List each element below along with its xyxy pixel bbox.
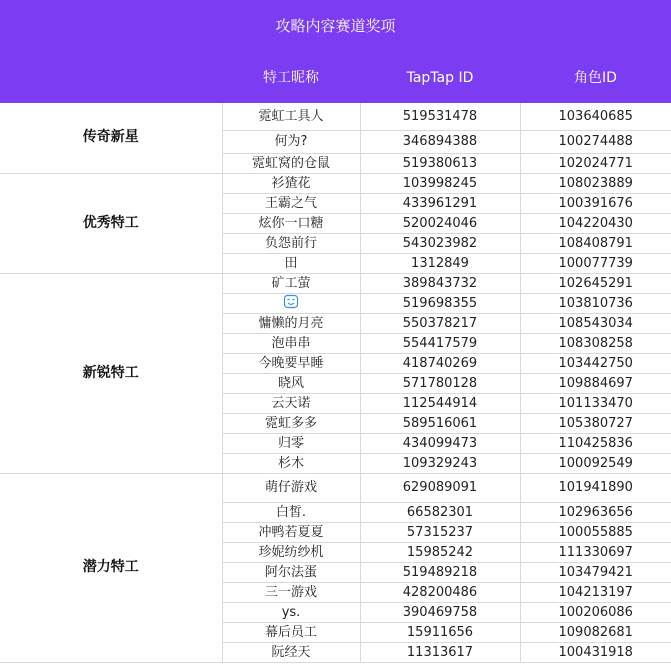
table-row	[0, 273, 671, 293]
taptap-id-cell: 112544914	[360, 393, 520, 413]
taptap-id-cell: 15985242	[360, 542, 520, 562]
role-id-cell: 104213197	[520, 582, 671, 602]
table-title: 攻略内容赛道奖项	[275, 17, 396, 35]
nickname-cell: 归零	[222, 433, 360, 453]
role-id-cell: 111330697	[520, 542, 671, 562]
nickname-cell: 云天诺	[222, 393, 360, 413]
role-id-cell: 108308258	[520, 333, 671, 353]
taptap-id-cell: 15911656	[360, 622, 520, 642]
taptap-id-cell: 520024046	[360, 213, 520, 233]
role-id-cell: 100055885	[520, 522, 671, 542]
taptap-id-cell: 346894388	[360, 130, 520, 153]
awards-table-body	[0, 103, 671, 662]
awards-table	[0, 103, 671, 663]
nickname-cell: 今晚要早睡	[222, 353, 360, 373]
role-id-cell: 102963656	[520, 502, 671, 522]
column-header-taptap-id: TapTap ID	[406, 70, 474, 86]
taptap-id-cell: 428200486	[360, 582, 520, 602]
role-id-cell: 103479421	[520, 562, 671, 582]
category-label: 潜力特工	[0, 473, 222, 662]
role-id-cell: 102024771	[520, 153, 671, 173]
nickname-cell: 何为?	[222, 130, 360, 153]
role-id-cell: 108543034	[520, 313, 671, 333]
category-label: 传奇新星	[0, 103, 222, 173]
role-id-cell: 103810736	[520, 293, 671, 313]
table-row	[0, 173, 671, 193]
nickname-cell: 阿尔法蛋	[222, 562, 360, 582]
nickname-cell: 杉木	[222, 453, 360, 473]
category-label: 新锐特工	[0, 273, 222, 473]
nickname-cell: 衫猹花	[222, 173, 360, 193]
taptap-id-cell: 519531478	[360, 103, 520, 130]
role-id-cell: 101133470	[520, 393, 671, 413]
taptap-id-cell: 519489218	[360, 562, 520, 582]
role-id-cell: 105380727	[520, 413, 671, 433]
nickname-cell: 炫你一口糖	[222, 213, 360, 233]
nickname-cell: 霓虹窝的仓鼠	[222, 153, 360, 173]
role-id-cell: 100391676	[520, 193, 671, 213]
nickname-cell: 阮经天	[222, 642, 360, 662]
taptap-id-cell: 433961291	[360, 193, 520, 213]
taptap-id-cell: 629089091	[360, 473, 520, 502]
taptap-id-cell: 11313617	[360, 642, 520, 662]
role-id-cell: 100077739	[520, 253, 671, 273]
taptap-id-cell: 519698355	[360, 293, 520, 313]
nickname-cell: 泡串串	[222, 333, 360, 353]
nickname-cell: 白皙.	[222, 502, 360, 522]
taptap-id-cell: 519380613	[360, 153, 520, 173]
role-id-cell: 103640685	[520, 103, 671, 130]
role-id-cell: 108023889	[520, 173, 671, 193]
table-row	[0, 473, 671, 502]
nickname-cell: 田	[222, 253, 360, 273]
taptap-id-cell: 589516061	[360, 413, 520, 433]
nickname-cell	[222, 293, 360, 313]
column-header-nickname: 特工昵称	[263, 70, 319, 86]
role-id-cell: 100431918	[520, 642, 671, 662]
nickname-cell: ys.	[222, 602, 360, 622]
nickname-cell: 王霸之气	[222, 193, 360, 213]
taptap-id-cell: 1312849	[360, 253, 520, 273]
taptap-id-cell: 389843732	[360, 273, 520, 293]
table-row	[0, 103, 671, 130]
role-id-cell: 100206086	[520, 602, 671, 622]
nickname-cell: 幕后员工	[222, 622, 360, 642]
taptap-id-cell: 103998245	[360, 173, 520, 193]
role-id-cell: 102645291	[520, 273, 671, 293]
taptap-id-cell: 390469758	[360, 602, 520, 622]
taptap-id-cell: 434099473	[360, 433, 520, 453]
smiling-face-icon	[283, 294, 299, 313]
nickname-cell: 萌仔游戏	[222, 473, 360, 502]
nickname-cell: 霓虹多多	[222, 413, 360, 433]
nickname-cell: 矿工萤	[222, 273, 360, 293]
taptap-id-cell: 550378217	[360, 313, 520, 333]
role-id-cell: 104220430	[520, 213, 671, 233]
role-id-cell: 109884697	[520, 373, 671, 393]
nickname-cell: 珍妮纺纱机	[222, 542, 360, 562]
role-id-cell: 103442750	[520, 353, 671, 373]
nickname-cell: 慵懒的月亮	[222, 313, 360, 333]
taptap-id-cell: 418740269	[360, 353, 520, 373]
taptap-id-cell: 571780128	[360, 373, 520, 393]
taptap-id-cell: 66582301	[360, 502, 520, 522]
nickname-cell: 负怨前行	[222, 233, 360, 253]
column-header-role-id: 角色ID	[574, 70, 617, 86]
role-id-cell: 100274488	[520, 130, 671, 153]
nickname-cell: 三一游戏	[222, 582, 360, 602]
taptap-id-cell: 554417579	[360, 333, 520, 353]
taptap-id-cell: 543023982	[360, 233, 520, 253]
nickname-cell: 霓虹工具人	[222, 103, 360, 130]
nickname-cell: 晓风	[222, 373, 360, 393]
role-id-cell: 109082681	[520, 622, 671, 642]
category-label: 优秀特工	[0, 173, 222, 273]
taptap-id-cell: 109329243	[360, 453, 520, 473]
role-id-cell: 100092549	[520, 453, 671, 473]
role-id-cell: 110425836	[520, 433, 671, 453]
role-id-cell: 101941890	[520, 473, 671, 502]
taptap-id-cell: 57315237	[360, 522, 520, 542]
nickname-cell: 冲鸭若夏夏	[222, 522, 360, 542]
table-header-bar	[0, 0, 671, 103]
role-id-cell: 108408791	[520, 233, 671, 253]
